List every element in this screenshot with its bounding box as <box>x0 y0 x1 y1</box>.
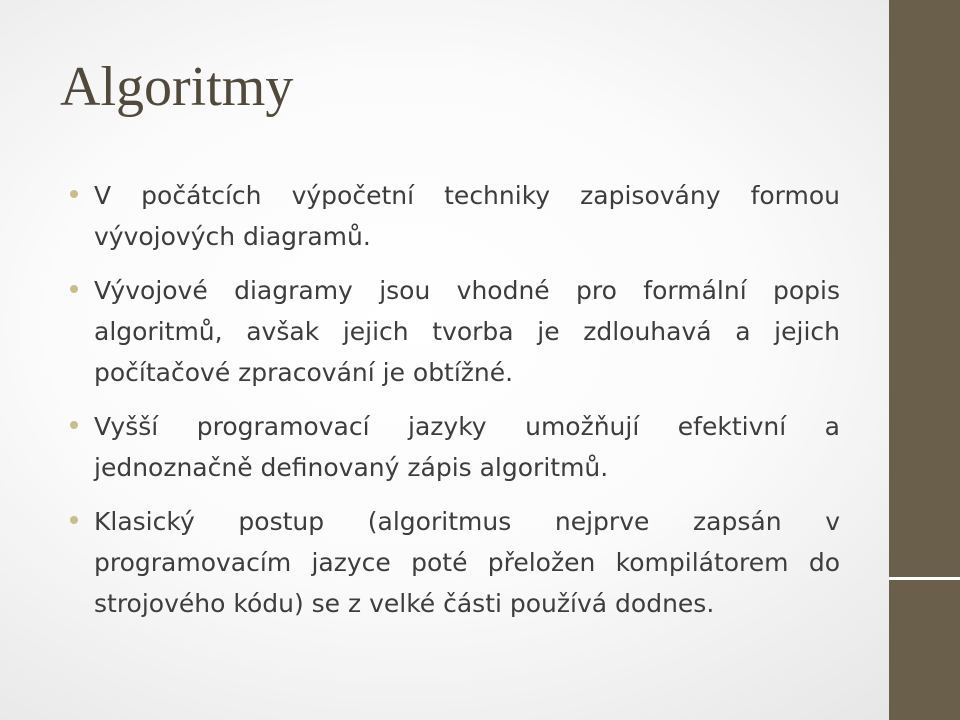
bullet-item <box>70 501 840 624</box>
bullet-item <box>70 406 840 488</box>
bullet-item <box>70 270 840 393</box>
bullet-dot-icon <box>70 190 78 198</box>
bullet-text: Vyšší programovací jazyky umožňují efektivní a jednoznačně definovaný zápis algoritmů. <box>94 412 840 482</box>
side-bar-bottom-block <box>889 580 960 720</box>
bullet-text: Vývojové diagramy jsou vhodné pro formální popis algoritmů, avšak jejich tvorba je zdlouhavá a jejich počítačové zpracování je obtížné. <box>94 276 840 387</box>
bullet-item <box>70 175 840 257</box>
bullet-dot-icon <box>70 285 78 293</box>
bullet-list <box>70 175 840 637</box>
bullet-dot-icon <box>70 421 78 429</box>
slide-title: Algoritmy <box>60 56 294 118</box>
side-bar-top-block <box>889 0 960 577</box>
decorative-side-bar <box>889 0 960 720</box>
bullet-dot-icon <box>70 516 78 524</box>
bullet-text: Klasický postup (algoritmus nejprve zapsán v programovacím jazyce poté přeložen kompilátorem do strojového kódu) se z velké části používá dodnes. <box>94 507 840 618</box>
bullet-text: V počátcích výpočetní techniky zapisovány formou vývojových diagramů. <box>94 181 840 251</box>
